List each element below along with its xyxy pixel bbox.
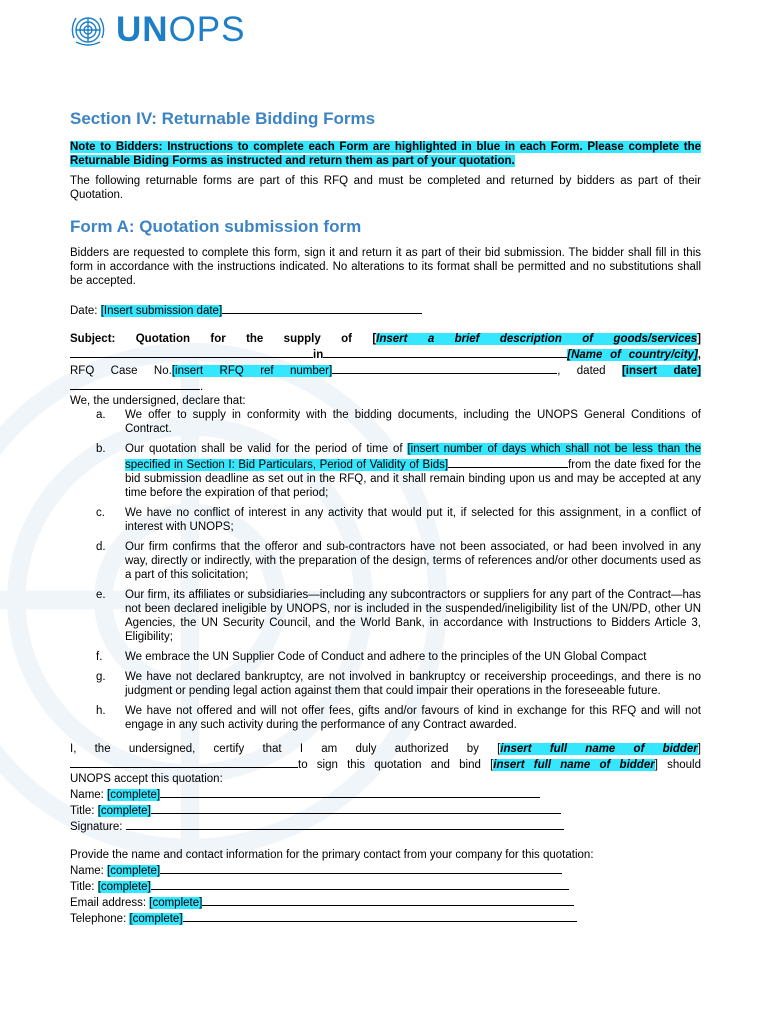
contact-title-line: Title: [complete] bbox=[70, 878, 701, 894]
contact-email-line: Email address: [complete] bbox=[70, 894, 701, 910]
form-a-title: Form A: Quotation submission form bbox=[70, 217, 362, 236]
date-field[interactable]: [Insert submission date] bbox=[100, 305, 223, 317]
bidder-name-field[interactable]: insert full name of bidder bbox=[500, 743, 698, 755]
signatory-title-field[interactable]: [complete] bbox=[97, 805, 151, 817]
contact-email-field[interactable]: [complete] bbox=[149, 897, 203, 909]
list-item: g. We have not declared bankruptcy, are not involved in bankruptcy or receivership proceedings, and there is no judgment or pending legal action against them that could impair their operations in the foreseeable future. bbox=[96, 671, 701, 697]
certification-block: I, the undersigned, certify that I am duly authorized by [insert full name of bidder] to sign this quotation and bind [insert full name of bidder] should UNOPS accept this quotation: Name: [complete] Title: [complete] Signature: bbox=[70, 743, 701, 833]
contact-name-field[interactable]: [complete] bbox=[107, 865, 161, 877]
section-title: Section IV: Returnable Bidding Forms bbox=[70, 109, 376, 128]
bidder-name-field-2[interactable]: insert full name of bidder bbox=[493, 759, 655, 771]
subject-block: Subject: Quotation for the supply of [Insert a brief description of goods/services] in [Name of country/city], RFQ Case No.[insert RFQ ref number] , dated [insert date] . bbox=[70, 333, 701, 393]
list-item: e. Our firm, its affiliates or subsidiaries—including any subcontractors or suppliers for any part of the Contract—has not been declared ineligible by UNOPS, nor is included in the suspended/ineligibility list of the UN/PD, other UN Agencies, the UN Security Council, and the World Bank, in accordance with Instructions to Bidders Article 3, Eligibility; bbox=[96, 589, 701, 643]
contact-telephone-line: Telephone: [complete] bbox=[70, 910, 701, 926]
signatory-title-line: Title: [complete] bbox=[70, 802, 701, 818]
list-item: a. We offer to supply in conformity with the bidding documents, including the UNOPS General Conditions of Contract. bbox=[96, 409, 701, 435]
date-line: Date: [Insert submission date] bbox=[70, 302, 701, 318]
unops-logo bbox=[68, 10, 245, 50]
declare-intro: We, the undersigned, declare that: bbox=[70, 395, 246, 407]
form-intro-paragraph: Bidders are requested to complete this form, sign it and return it as part of their bid submission. The bidder shall fill in this form in accordance with the instructions indicated. No alterations to its format shall be permitted and no substitutions shall be accepted. bbox=[70, 247, 701, 287]
goods-description-field[interactable]: Insert a brief description of goods/services bbox=[376, 333, 698, 345]
list-item: d. Our firm confirms that the offeror and sub-contractors have not been associated, or had been involved in any way, directly or indirectly, with the preparation of the design, terms of references and/or other documents used as a part of this solicitation; bbox=[96, 541, 701, 581]
contact-name-line: Name: [complete] bbox=[70, 862, 701, 878]
signatory-name-field[interactable]: [complete] bbox=[107, 789, 161, 801]
logo-text: UNOPS bbox=[116, 10, 246, 49]
country-city-field[interactable]: [Name of country/city] bbox=[567, 349, 698, 361]
document-content bbox=[70, 108, 701, 926]
note-to-bidders: Note to Bidders: Instructions to complete each Form are highlighted in blue in each Form. Please complete the Returnable Biding Forms as instructed and return them as part of your quotation. bbox=[70, 141, 701, 167]
contact-title-field[interactable]: [complete] bbox=[97, 881, 151, 893]
rfq-ref-field[interactable]: [insert RFQ ref number] bbox=[171, 365, 333, 377]
declaration-list bbox=[70, 408, 701, 732]
contact-block bbox=[70, 848, 701, 926]
intro-paragraph: The following returnable forms are part of this RFQ and must be completed and returned by bidders as part of their Quotation. bbox=[70, 175, 701, 201]
rfq-date-field[interactable]: [insert date] bbox=[621, 365, 701, 377]
list-item: b. Our quotation shall be valid for the period of time of [insert number of days which shall not be less than the specified in Section I: Bid Particulars, Period of Validity of Bids] from the date fixed for the bid submission deadline as set out in the RFQ, and it shall remain binding upon us and may be accepted at any time before the expiration of that period; bbox=[96, 443, 702, 499]
contact-telephone-field[interactable]: [complete] bbox=[129, 913, 183, 925]
validity-days-field[interactable]: [insert number of days which shall not be less than the specified in Section I: Bid Particulars, Period of Validity of Bids] bbox=[125, 443, 702, 471]
list-item: f. We embrace the UN Supplier Code of Conduct and adhere to the principles of the UN Global Compact bbox=[96, 651, 647, 663]
contact-intro: Provide the name and contact information for the primary contact from your company for this quotation: bbox=[70, 849, 594, 861]
list-item: h. We have not offered and will not offer fees, gifts and/or favours of kind in exchange for this RFQ and will not engage in any such activity during the performance of any Contract awarded. bbox=[96, 705, 701, 731]
un-emblem-icon bbox=[68, 10, 108, 50]
list-item: c. We have no conflict of interest in any activity that would put it, if selected for this assignment, in a conflict of interest with UNOPS; bbox=[96, 507, 701, 533]
signature-line: Signature: bbox=[70, 818, 701, 834]
signatory-name-line: Name: [complete] bbox=[70, 786, 701, 802]
